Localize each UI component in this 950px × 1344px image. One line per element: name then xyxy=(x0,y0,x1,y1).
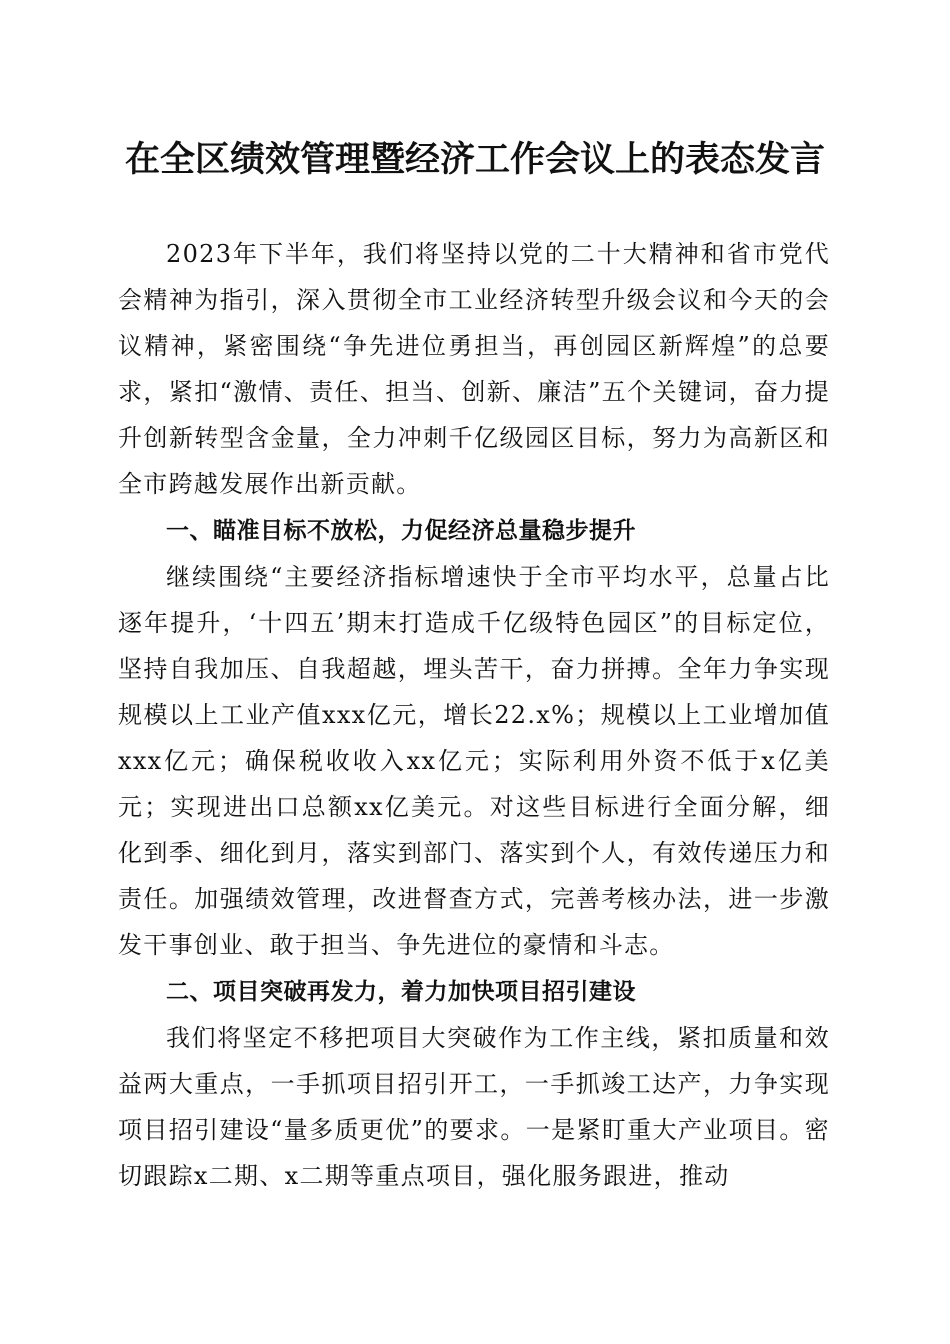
section-heading-2: 二、项目突破再发力，着力加快项目招引建设 xyxy=(166,978,636,1005)
section-paragraph-2: 我们将坚定不移把项目大突破作为工作主线，紧扣质量和效益两大重点，一手抓项目招引开工，一手抓竣工达产，力争实现项目招引建设“量多质更优”的要求。一是紧盯重大产业项目。密切跟踪x二期、x二期等重点项目，强化服务跟进，推动 xyxy=(118,1023,830,1190)
section-heading-1: 一、瞄准目标不放松，力促经济总量稳步提升 xyxy=(166,517,636,544)
intro-paragraph: 2023年下半年，我们将坚持以党的二十大精神和省市党代会精神为指引，深入贯彻全市工业经济转型升级会议和今天的会议精神，紧密围绕“争先进位勇担当，再创园区新辉煌”的总要求，紧扣“激情、责任、担当、创新、廉洁”五个关键词，奋力提升创新转型含金量，全力冲刺千亿级园区目标，努力为高新区和全市跨越发展作出新贡献。 xyxy=(118,240,830,499)
document-body xyxy=(118,231,830,1199)
section-paragraph-1: 继续围绕“主要经济指标增速快于全市平均水平，总量占比逐年提升，‘十四五’期末打造成千亿级特色园区”的目标定位，坚持自我加压、自我超越，埋头苦干，奋力拼搏。全年力争实现规模以上工业产值xxx亿元，增长22.x%；规模以上工业增加值xxx亿元；确保税收收入xx亿元；实际利用外资不低于x亿美元；实现进出口总额xx亿美元。对这些目标进行全面分解，细化到季、细化到月，落实到部门、落实到个人，有效传递压力和责任。加强绩效管理，改进督查方式，完善考核办法，进一步激发干事创业、敢于担当、争先进位的豪情和斗志。 xyxy=(118,562,830,960)
document-title: 在全区绩效管理暨经济工作会议上的表态发言 xyxy=(124,139,825,180)
